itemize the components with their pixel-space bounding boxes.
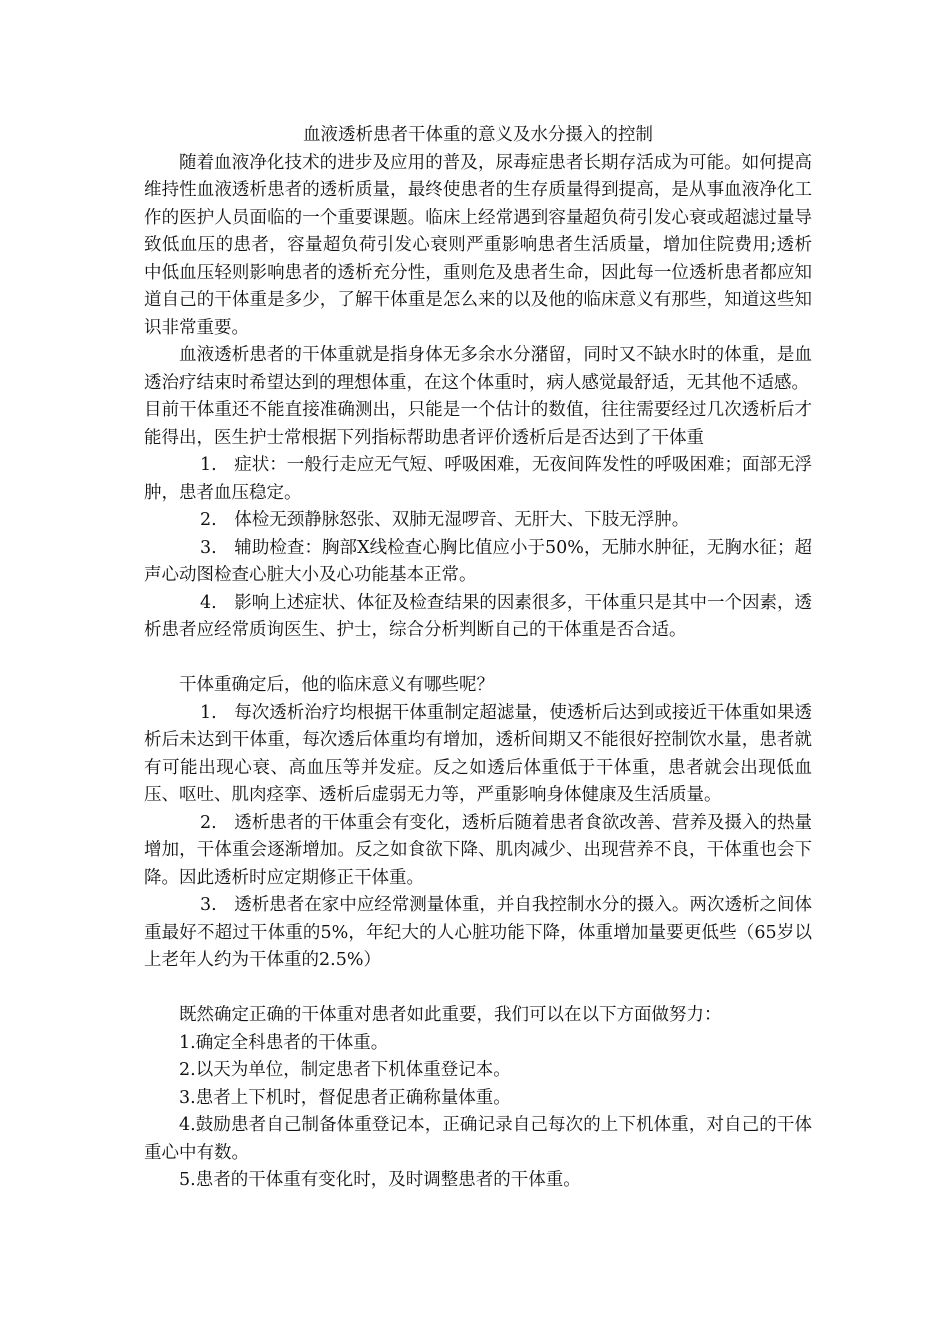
effort-item: 3.患者上下机时，督促患者正确称量体重。 (179, 1087, 511, 1108)
significance-item: 3. 透析患者在家中应经常测量体重，并自我控制水分的摄入。两次透析之间体重最好不超过干体重的5%，年纪大的人心脏功能下降，体重增加量要更低些（65岁以上老年人约为干体重的2.5%） (144, 895, 812, 970)
indicator-item: 1. 症状：一般行走应无气短、呼吸困难，无夜间阵发性的呼吸困难；面部无浮肿，患者血压稳定。 (144, 455, 812, 503)
blank-line (144, 975, 812, 1003)
effort-item: 2.以天为单位，制定患者下机体重登记本。 (179, 1060, 511, 1080)
efforts-intro: 既然确定正确的干体重对患者如此重要，我们可以在以下方面做努力： (179, 1005, 722, 1025)
significance-item: 2. 透析患者的干体重会有变化，透析后随着患者食欲改善、营养及摄入的热量增加，干体重会逐渐增加。反之如食欲下降、肌肉减少、出现营养不良，干体重也会下降。因此透析时应定期修正干体重。 (144, 812, 812, 888)
document-page (144, 122, 812, 1195)
effort-item: 5.患者的干体重有变化时，及时调整患者的干体重。 (179, 1170, 581, 1190)
effort-item: 1.确定全科患者的干体重。 (179, 1032, 389, 1053)
effort-item: 4.鼓励患者自己制备体重登记本，正确记录自己每次的上下机体重，对自己的干体重心中有数。 (144, 1115, 812, 1163)
significance-item: 1. 每次透析治疗均根据干体重制定超滤量，使透析后达到或接近干体重如果透析后未达到干体重，每次透后体重均有增加，透析间期又不能很好控制饮水量，患者就有可能出现心衰、高血压等并发症。反之如透后体重低于干体重，患者就会出现低血压、呕吐、肌肉痉挛、透析后虚弱无力等，严重影响身体健康及生活质量。 (144, 702, 812, 805)
indicator-item: 3. 辅助检查：胸部X线检查心胸比值应小于50%，无肺水肿征，无胸水征；超声心动图检查心脏大小及心功能基本正常。 (144, 537, 812, 585)
document-title: 血液透析患者干体重的意义及水分摄入的控制 (303, 125, 653, 145)
question-heading: 干体重确定后，他的临床意义有哪些呢？ (179, 675, 494, 695)
intro-paragraph: 随着血液净化技术的进步及应用的普及，尿毒症患者长期存活成为可能。如何提高维持性血液透析患者的透析质量，最终使患者的生存质量得到提高，是从事血液净化工作的医护人员面临的一个重要课题。临床上经常遇到容量超负荷引发心衰或超滤过量导致低血压的患者，容量超负荷引发心衰则严重影响患者生活质量，增加住院费用;透析中低血压轻则影响患者的透析充分性，重则危及患者生命，因此每一位透析患者都应知道自己的干体重是多少，了解干体重是怎么来的以及他的临床意义有那些，知道这些知识非常重要。 (144, 152, 812, 338)
indicator-item: 2. 体检无颈静脉怒张、双肺无湿啰音、无肝大、下肢无浮肿。 (200, 510, 690, 530)
indicator-item: 4. 影响上述症状、体征及检查结果的因素很多，干体重只是其中一个因素，透析患者应经常质询医生、护士，综合分析判断自己的干体重是否合适。 (144, 592, 812, 640)
definition-paragraph: 血液透析患者的干体重就是指身体无多余水分潴留，同时又不缺水时的体重，是血透治疗结束时希望达到的理想体重，在这个体重时，病人感觉最舒适，无其他不适感。 (144, 345, 812, 393)
blank-line (144, 645, 812, 673)
estimation-paragraph: 目前干体重还不能直接准确测出，只能是一个估计的数值，往往需要经过几次透析后才能得出，医生护士常根据下列指标帮助患者评价透析后是否达到了干体重 (144, 400, 812, 448)
